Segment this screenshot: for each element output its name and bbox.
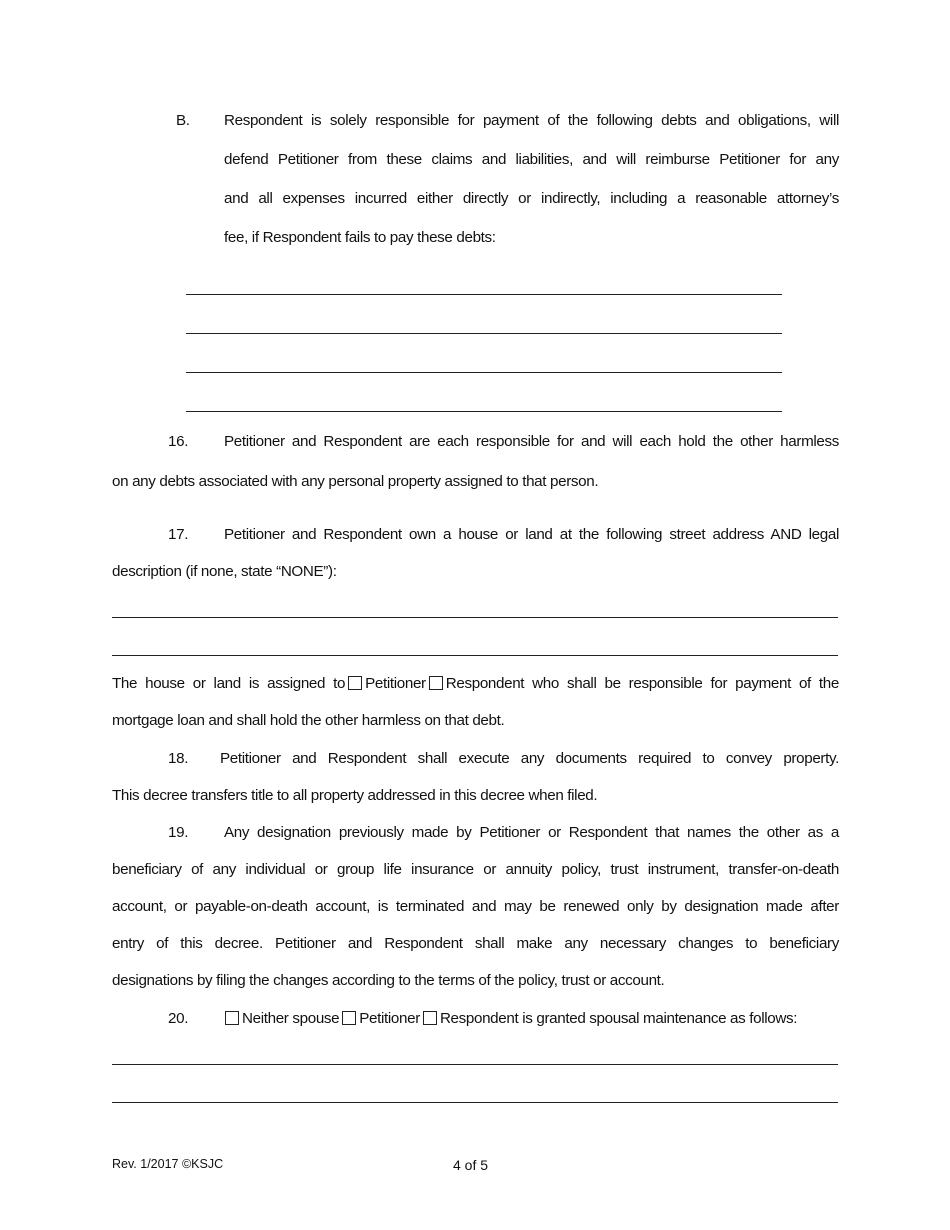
section-b-line-1: Respondent is solely responsible for payment of the following debts and obligations, will — [224, 112, 839, 129]
property-blank-line-2[interactable] — [112, 655, 838, 656]
item-19-number: 19. — [168, 824, 189, 841]
item-19-line-5: designations by filing the changes according to the terms of the policy, trust or account. — [112, 972, 665, 989]
item-17-assignment-line — [112, 675, 839, 692]
item-17-line-2: description (if none, state “NONE”): — [112, 563, 337, 580]
item-18-line-2: This decree transfers title to all property addressed in this decree when filed. — [112, 787, 598, 804]
item-16-number: 16. — [168, 433, 189, 450]
item-19-line-2: beneficiary of any individual or group life insurance or annuity policy, trust instrument, transfer-on-death — [112, 861, 839, 878]
maintenance-respondent-label: Respondent is granted spousal maintenance as follows: — [439, 1010, 798, 1027]
item-20-number: 20. — [168, 1010, 189, 1027]
footer-revision: Rev. 1/2017 ©KSJC — [112, 1157, 224, 1171]
property-blank-line-1[interactable] — [112, 617, 838, 618]
item-17-line-last: mortgage loan and shall hold the other harmless on that debt. — [112, 712, 505, 729]
section-b-line-3: and all expenses incurred either directly or indirectly, including a reasonable attorney’s — [224, 190, 839, 207]
maintenance-blank-line-1[interactable] — [112, 1064, 838, 1065]
item-19-line-1: Any designation previously made by Petitioner or Respondent that names the other as a — [224, 824, 839, 841]
section-b-line-2: defend Petitioner from these claims and liabilities, and will reimburse Petitioner for any — [224, 151, 839, 168]
section-b-marker: B. — [176, 112, 190, 129]
item-18-line-1: Petitioner and Respondent shall execute any documents required to convey property. — [220, 750, 839, 767]
debt-blank-line-4[interactable] — [186, 411, 782, 412]
item-17-line-1: Petitioner and Respondent own a house or land at the following street address AND legal — [224, 526, 839, 543]
maintenance-respondent-checkbox[interactable] — [423, 1011, 437, 1025]
debt-blank-line-3[interactable] — [186, 372, 782, 373]
item-16-line-2: on any debts associated with any personal property assigned to that person. — [112, 473, 599, 490]
maintenance-neither-label: Neither spouse — [242, 1010, 340, 1027]
house-petitioner-checkbox[interactable] — [348, 676, 362, 690]
item-17-number: 17. — [168, 526, 189, 543]
footer-page-number: 4 of 5 — [453, 1157, 489, 1173]
debt-blank-line-2[interactable] — [186, 333, 782, 334]
house-respondent-checkbox[interactable] — [429, 676, 443, 690]
item-19-line-3: account, or payable-on-death account, is terminated and may be renewed only by designation made after — [112, 898, 839, 915]
maintenance-petitioner-label: Petitioner — [359, 1010, 420, 1027]
house-respondent-label: Respondent who shall be responsible for payment of the — [445, 675, 839, 692]
section-b-line-4: fee, if Respondent fails to pay these debts: — [224, 229, 496, 246]
debt-blank-line-1[interactable] — [186, 294, 782, 295]
assigned-prefix: The house or land is assigned to — [112, 675, 346, 692]
maintenance-petitioner-checkbox[interactable] — [342, 1011, 356, 1025]
item-18-number: 18. — [168, 750, 189, 767]
item-19-line-4: entry of this decree. Petitioner and Respondent shall make any necessary changes to beneficiary — [112, 935, 839, 952]
maintenance-blank-line-2[interactable] — [112, 1102, 838, 1103]
house-petitioner-label: Petitioner — [365, 675, 426, 692]
item-16-line-1: Petitioner and Respondent are each responsible for and will each hold the other harmless — [224, 433, 839, 450]
maintenance-neither-checkbox[interactable] — [225, 1011, 239, 1025]
item-20-options-line — [222, 1010, 797, 1027]
